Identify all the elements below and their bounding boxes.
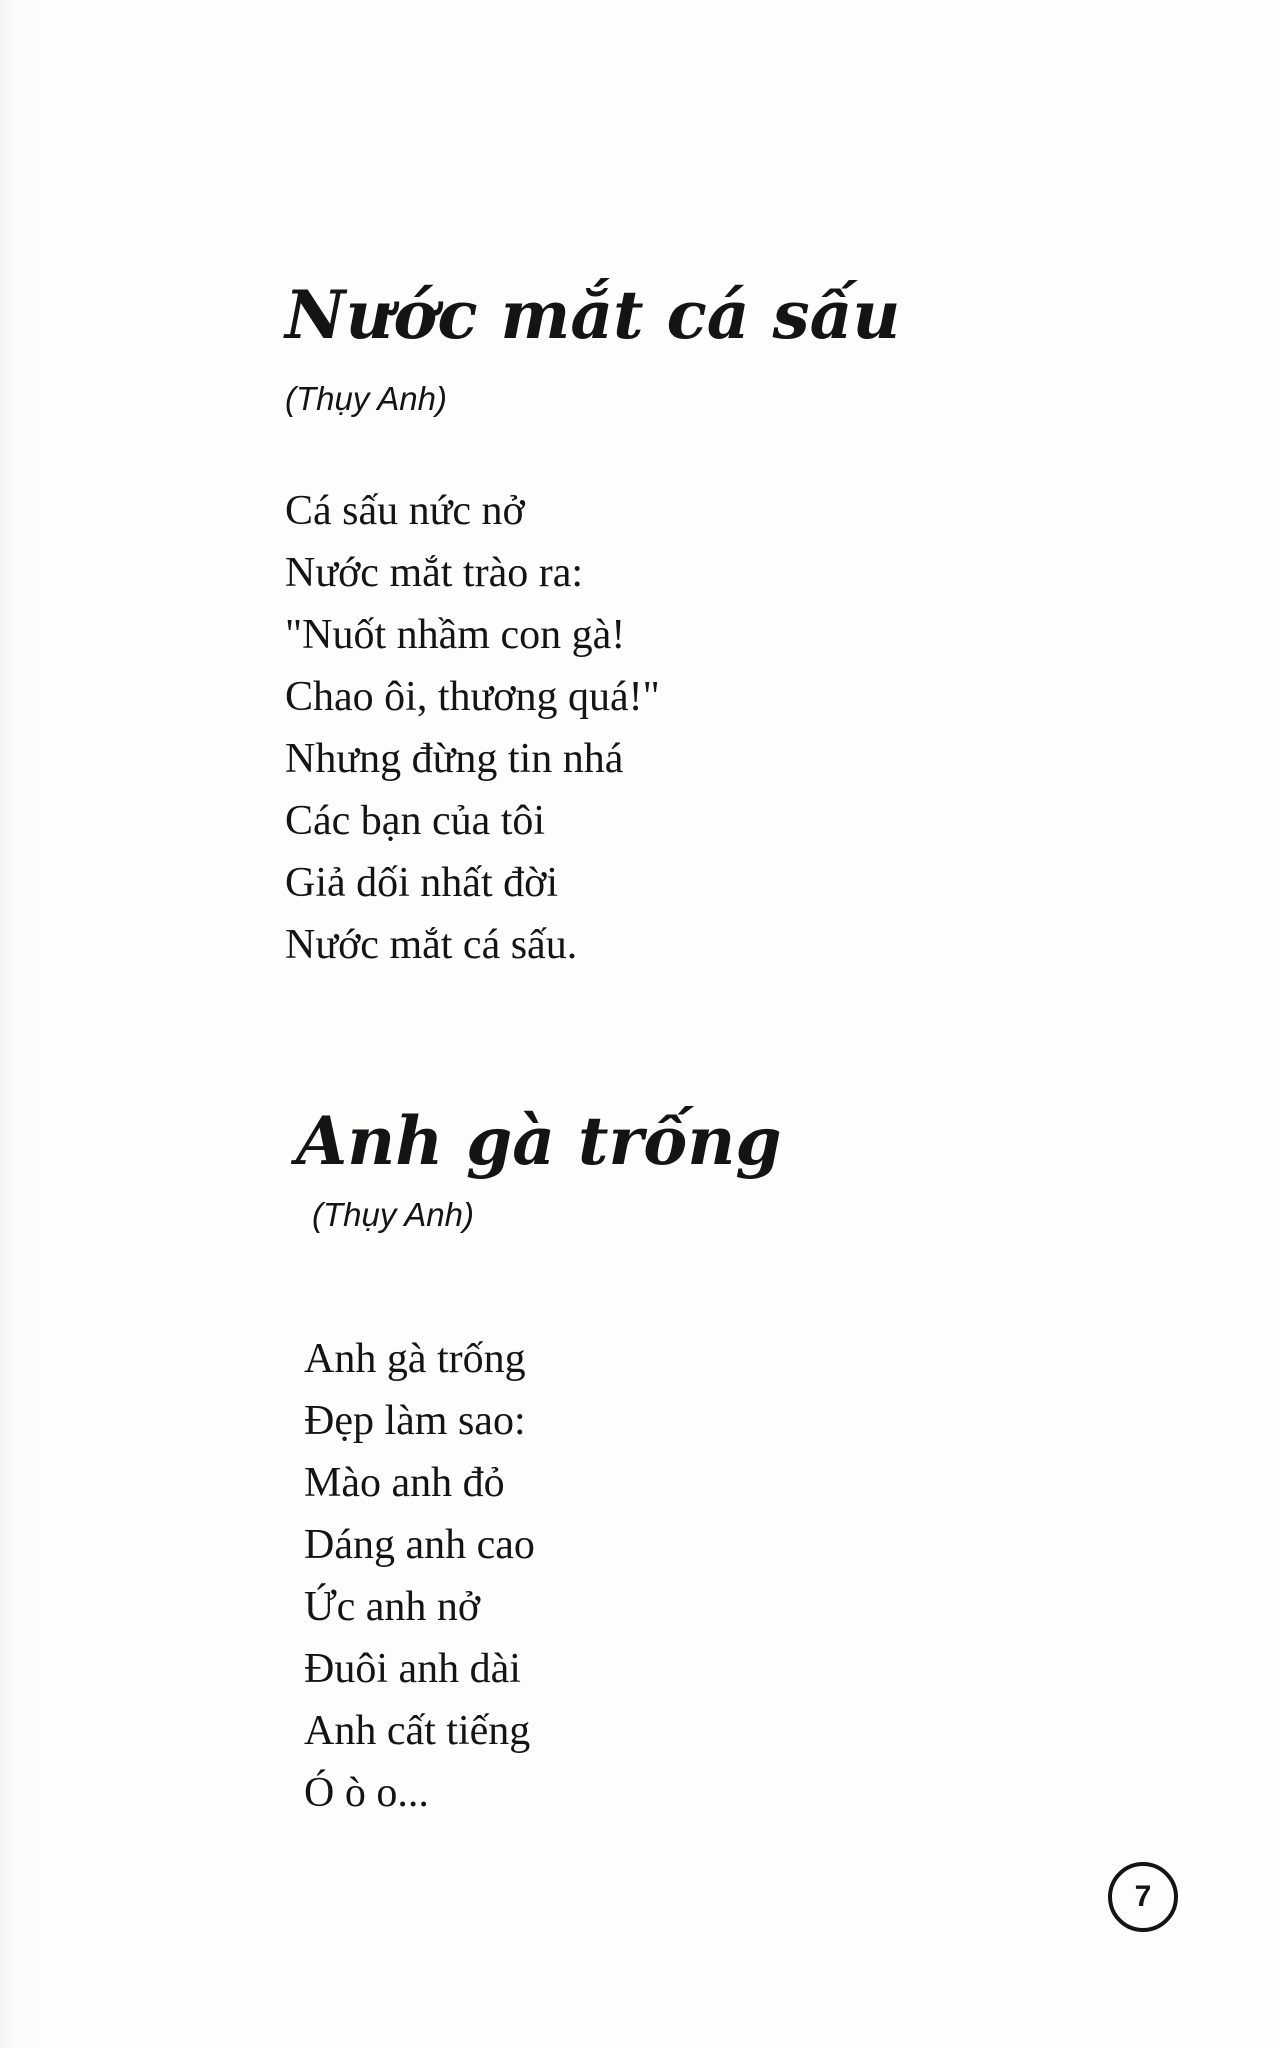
poem-line: Anh cất tiếng <box>304 1708 531 1754</box>
poem-line: Ó ò o... <box>304 1770 429 1816</box>
poem-line: Mào anh đỏ <box>304 1460 505 1506</box>
poem-author: (Thụy Anh) <box>312 1196 475 1233</box>
poem-line: Cá sấu nức nở <box>285 488 525 534</box>
poem-line: Nước mắt trào ra: <box>285 550 584 596</box>
poem-stanza <box>304 1328 781 1824</box>
poem-author: (Thụy Anh) <box>285 380 448 417</box>
poem-line: Chao ôi, thương quá!" <box>285 674 660 720</box>
poem-nuoc-mat-ca-sau <box>285 276 901 976</box>
poem-line: Đẹp làm sao: <box>304 1398 526 1444</box>
poem-title: Anh gà trống <box>296 1102 782 1180</box>
poem-line: Nhưng đừng tin nhá <box>285 736 624 782</box>
poem-anh-ga-trong <box>296 1102 782 1824</box>
poem-stanza <box>285 480 900 976</box>
poem-line: Giả dối nhất đời <box>285 860 558 906</box>
poem-line: Nước mắt cá sấu. <box>285 922 578 968</box>
poem-line: "Nuốt nhầm con gà! <box>285 612 626 658</box>
poem-line: Ức anh nở <box>304 1584 481 1630</box>
page-number: 7 <box>1108 1862 1178 1932</box>
poem-title: Nước mắt cá sấu <box>285 276 901 354</box>
poem-line: Các bạn của tôi <box>285 798 546 844</box>
poem-line: Anh gà trống <box>304 1336 526 1382</box>
poem-line: Dáng anh cao <box>304 1522 535 1568</box>
poem-line: Đuôi anh dài <box>304 1646 521 1692</box>
